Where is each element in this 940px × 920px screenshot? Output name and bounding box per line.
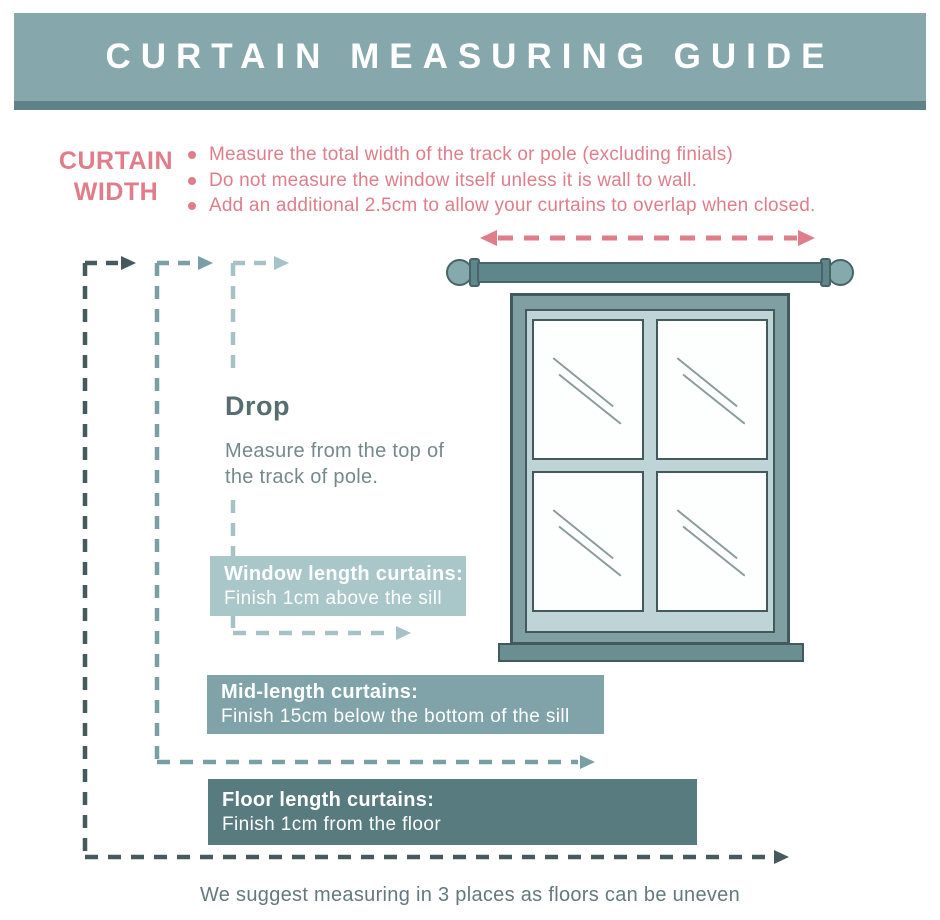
mid-length-box xyxy=(207,675,604,734)
list-item xyxy=(188,195,898,217)
drop-title: Drop xyxy=(225,391,290,421)
box-subtitle: Finish 15cm below the bottom of the sill xyxy=(221,706,570,727)
bullet-text: Do not measure the window itself unless it is wall to wall. xyxy=(209,169,698,191)
bullet-text: Measure the total width of the track or pole (excluding finials) xyxy=(209,144,733,165)
curtain-width-label xyxy=(56,146,176,208)
curtain-width-label-line2: WIDTH xyxy=(73,178,159,206)
box-subtitle: Finish 1cm from the floor xyxy=(222,813,442,835)
box-title: Window length curtains: xyxy=(224,562,463,585)
drop-description: Measure from the top of the track of pole. xyxy=(225,440,445,488)
window-length-box xyxy=(210,556,466,616)
window-sill xyxy=(498,643,804,662)
window-illustration xyxy=(510,293,790,645)
pole-finial-right-icon xyxy=(827,259,854,286)
header-banner xyxy=(14,13,926,110)
glass-shine-icon xyxy=(534,321,642,458)
window-pane xyxy=(656,319,768,460)
window-pane xyxy=(532,319,644,460)
list-item xyxy=(188,170,898,192)
floor-length-box xyxy=(208,779,697,845)
window-pane xyxy=(532,471,644,612)
curtain-width-bullet-list xyxy=(188,144,898,217)
glass-shine-icon xyxy=(534,473,642,610)
width-double-arrow-icon xyxy=(480,230,815,246)
glass-shine-icon xyxy=(658,473,766,610)
bullet-dot-icon xyxy=(188,177,196,185)
box-subtitle: Finish 1cm above the sill xyxy=(224,587,443,609)
box-title: Floor length curtains: xyxy=(222,788,435,811)
footer-note: We suggest measuring in 3 places as floors can be uneven xyxy=(199,884,741,906)
bullet-dot-icon xyxy=(188,151,196,159)
list-item xyxy=(188,144,898,166)
bullet-dot-icon xyxy=(188,202,196,210)
window-pane xyxy=(656,471,768,612)
glass-shine-icon xyxy=(658,321,766,458)
bullet-text: Add an additional 2.5cm to allow your curtains to overlap when closed. xyxy=(209,195,816,216)
drop-section xyxy=(225,391,455,490)
curtain-width-label-line1: CURTAIN xyxy=(58,147,174,175)
page-title: CURTAIN MEASURING GUIDE xyxy=(105,37,835,76)
pole-bar-icon xyxy=(477,262,823,283)
box-title: Mid-length curtains: xyxy=(221,681,419,703)
